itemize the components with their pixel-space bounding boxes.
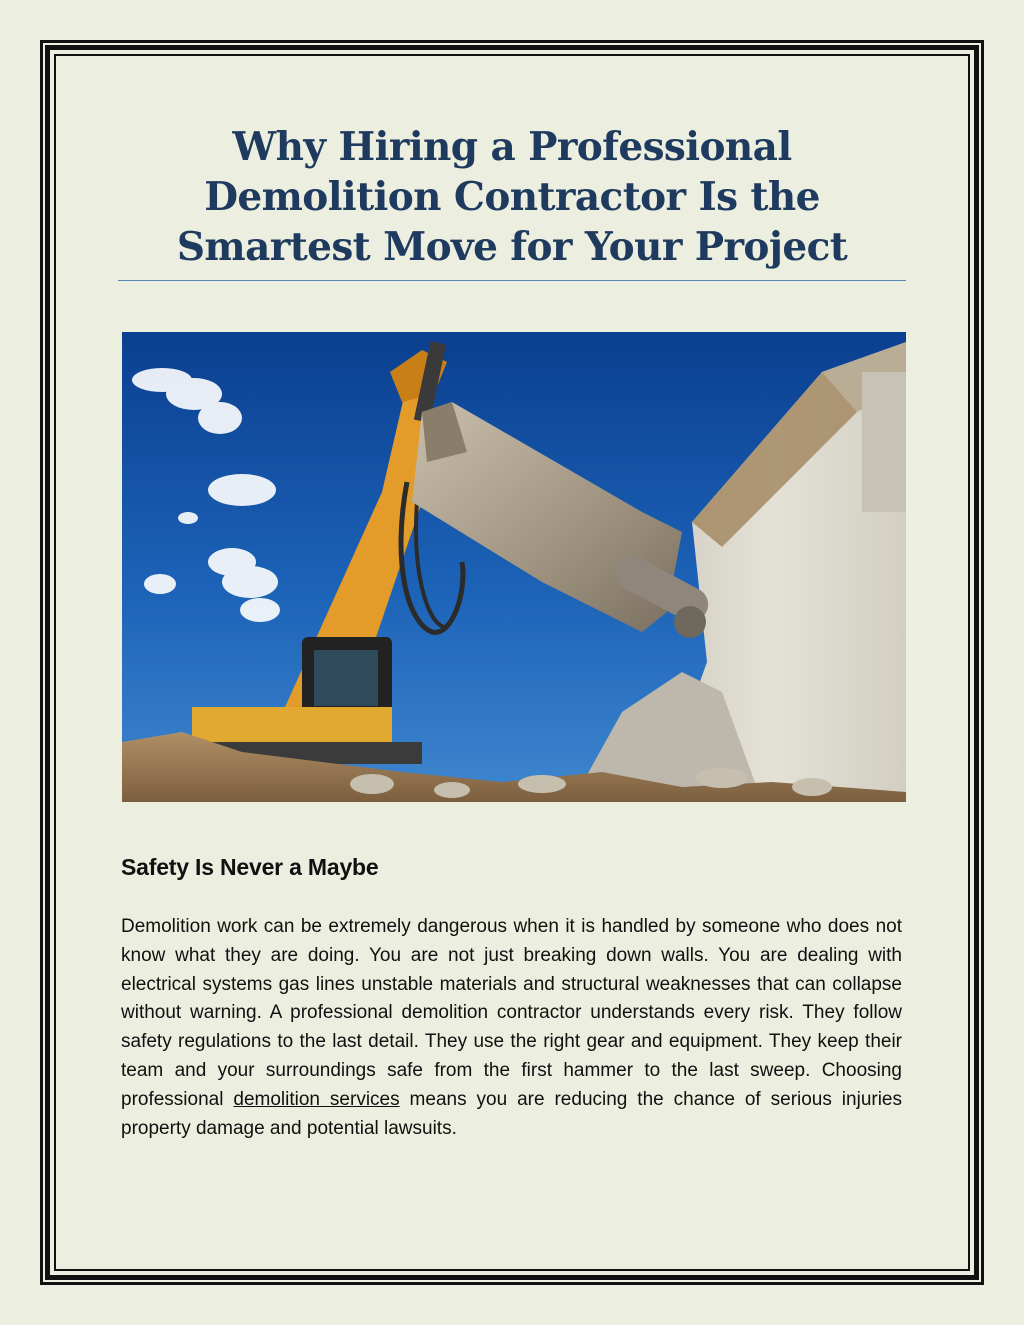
demolition-excavator-photo <box>122 332 906 802</box>
page-title: Why Hiring a Professional Demolition Contractor Is the Smartest Move for Your Project <box>176 124 848 270</box>
title-divider <box>118 280 906 281</box>
paragraph-text-before-link: Demolition work can be extremely dangerous when it is handled by someone who does not know what they are doing. You are not just breaking down walls. You are dealing with electrical systems gas lines unstable materials and structural weaknesses that can collapse without warning. A professional demolition contractor understands every risk. They follow safety regulations to the last detail. They use the right gear and equipment. They keep their team and your surroundings safe from the first hammer to the last sweep. Choosing professional <box>121 916 902 1110</box>
demolition-services-link[interactable]: demolition services <box>233 1088 400 1110</box>
section-heading: Safety Is Never a Maybe <box>121 854 379 880</box>
paragraph-text-after-link: means you are reducing the chance of serious injuries property damage and potential lawsuits. <box>121 1088 902 1139</box>
body-paragraph <box>121 913 902 1143</box>
